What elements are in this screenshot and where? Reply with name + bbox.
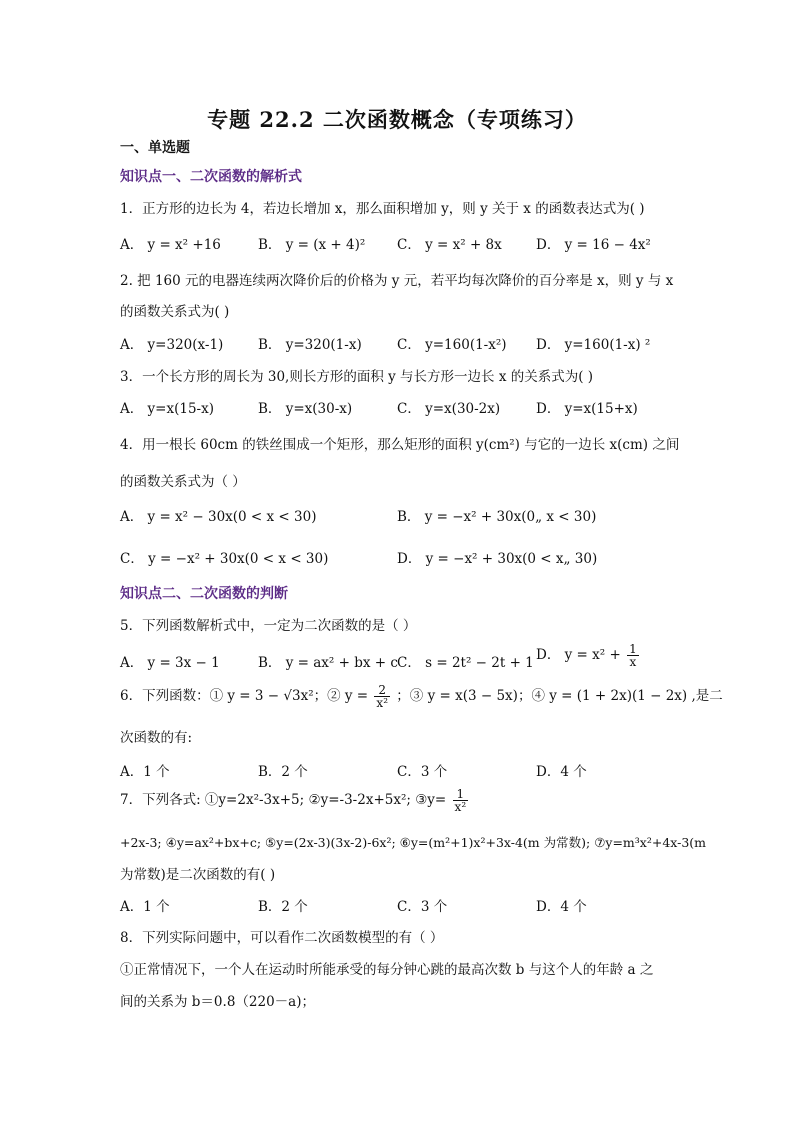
question-6-option-a: A．1 个 — [120, 764, 170, 780]
question-6-stem-line1 — [120, 684, 723, 709]
question-1-option-d: D． y = 16 − 4x² — [536, 237, 651, 253]
question-7-stem-line3: 为常数)是二次函数的有( ) — [120, 867, 276, 883]
question-7-stem-line2: +2x-3; ④y=ax²+bx+c; ⑤y=(2x-3)(3x-2)-6x²; ⑥y=(m²+1)x²+3x-4(m 为常数); ⑦y=m³x²+4x-3(m — [120, 835, 707, 850]
knowledge-point-1: 知识点一、二次函数的解析式 — [120, 169, 302, 185]
question-5-stem: 5．下列函数解析式中，一定为二次函数的是（ ） — [120, 618, 417, 634]
question-4-stem-line2: 的函数关系式为（ ） — [120, 474, 246, 490]
fraction-denominator: x — [629, 655, 637, 669]
question-1-stem: 1．正方形的边长为 4，若边长增加 x，那么面积增加 y，则 y 关于 x 的函数表达式为( ) — [120, 201, 645, 217]
fraction-denominator: x² — [454, 800, 467, 814]
question-4-stem-line1: 4．用一根长 60cm 的铁丝围成一个矩形，那么矩形的面积 y(cm²) 与它的一边长 x(cm) 之间 — [120, 437, 680, 453]
question-7-stem-pre: 7．下列各式: ①y=2x²-3x+5; ②y=-3-2x+5x²; ③y= — [120, 792, 447, 808]
question-7-option-c: C．3 个 — [397, 899, 448, 915]
question-4-option-d: D． y = −x² + 30x(0 < x„ 30) — [397, 551, 598, 567]
question-1-option-b: B． y = (x + 4)² — [258, 237, 366, 253]
fraction-denominator: x² — [376, 696, 388, 710]
question-4-option-a: A． y = x² − 30x(0 < x < 30) — [120, 509, 317, 525]
question-5-option-d-text: D． y = x² + — [536, 647, 621, 663]
question-5-option-c: C． s = 2t² − 2t + 1 — [397, 655, 534, 671]
section-heading: 一、单选题 — [120, 140, 190, 156]
fraction — [453, 788, 469, 813]
question-6-option-d: D．4 个 — [536, 764, 587, 780]
question-6-stem-pre: 6．下列函数：① y = 3 − √3x²；② y = — [120, 688, 369, 704]
fraction — [627, 643, 639, 668]
question-2-option-c: C． y=160(1-x²) — [397, 337, 507, 353]
question-7-stem-line1 — [120, 788, 470, 813]
question-7-option-a: A．1 个 — [120, 899, 170, 915]
question-3-option-d: D． y=x(15+x) — [536, 401, 638, 417]
fraction-numerator: 2 — [374, 684, 390, 697]
question-1-option-a: A． y = x² +16 — [120, 237, 221, 253]
question-5-option-d — [536, 643, 641, 668]
question-3-option-a: A． y=x(15-x) — [120, 401, 214, 417]
fraction-numerator: 1 — [629, 642, 637, 656]
question-1-option-c: C． y = x² + 8x — [397, 237, 502, 253]
question-6-option-c: C．3 个 — [397, 764, 448, 780]
question-7-option-b: B．2 个 — [258, 899, 308, 915]
question-2-stem-line2: 的函数关系式为( ) — [120, 304, 230, 320]
page-title: 专题 22.2 二次函数概念（专项练习） — [207, 107, 587, 132]
question-2-option-a: A． y=320(x-1) — [120, 337, 224, 353]
question-2-option-d: D． y=160(1-x) ² — [536, 337, 651, 353]
fraction — [374, 684, 390, 709]
question-5-option-b: B． y = ax² + bx + c — [258, 655, 398, 671]
question-3-option-b: B． y=x(30-x) — [258, 401, 353, 417]
question-8-item-1-line1: ①正常情况下，一个人在运动时所能承受的每分钟心跳的最高次数 b 与这个人的年龄 a 之 — [120, 962, 654, 978]
question-8-item-1-line2: 间的关系为 b＝0.8（220－a)； — [120, 994, 315, 1010]
question-2-stem-line1: 2. 把 160 元的电器连续两次降价后的价格为 y 元，若平均每次降价的百分率是 x，则 y 与 x — [120, 273, 674, 289]
question-6-option-b: B．2 个 — [258, 764, 308, 780]
fraction-numerator: 1 — [453, 788, 469, 801]
question-6-stem-line2: 次函数的有: — [120, 730, 193, 746]
question-3-option-c: C． y=x(30-2x) — [397, 401, 501, 417]
question-4-option-c: C． y = −x² + 30x(0 < x < 30) — [120, 551, 329, 567]
question-2-option-b: B． y=320(1-x) — [258, 337, 362, 353]
knowledge-point-2: 知识点二、二次函数的判断 — [120, 586, 288, 602]
question-4-option-b: B． y = −x² + 30x(0„ x < 30) — [397, 509, 597, 525]
question-6-stem-post: ；③ y = x(3 − 5x)；④ y = (1 + 2x)(1 − 2x) ,是二 — [396, 688, 723, 704]
question-3-stem: 3．一个长方形的周长为 30,则长方形的面积 y 与长方形一边长 x 的关系式为( ) — [120, 369, 594, 385]
question-7-option-d: D．4 个 — [536, 899, 587, 915]
question-8-stem: 8．下列实际问题中，可以看作二次函数模型的有（ ） — [120, 930, 444, 946]
question-5-option-a: A． y = 3x − 1 — [120, 655, 220, 671]
